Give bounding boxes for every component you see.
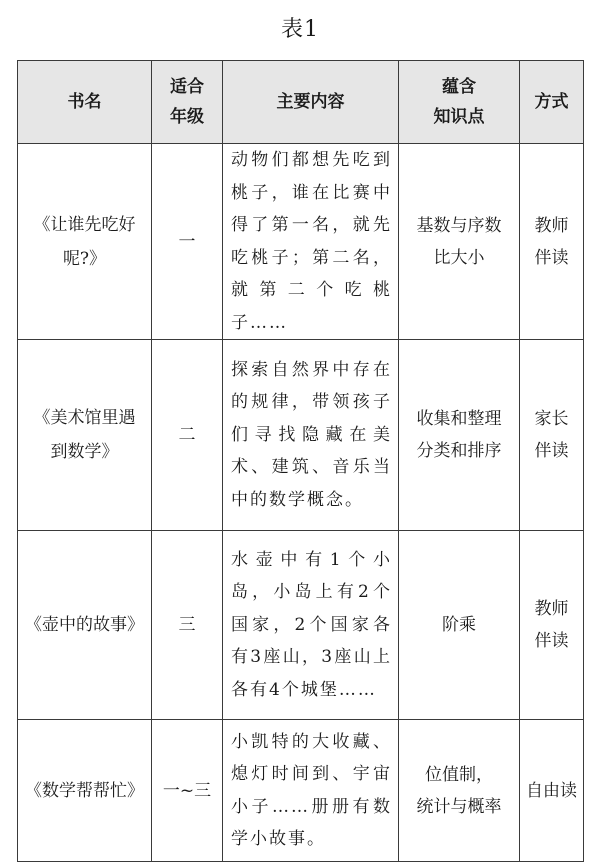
book-title-cell: [18, 720, 152, 862]
table-row: [18, 144, 584, 340]
method-line: 教师: [534, 599, 569, 619]
content-cell: 水壶中有1个小岛，小岛上有2个国家，2个国家各有3座山，3座山上各有4个城堡……: [223, 531, 399, 720]
book-title-line: 到数学》: [50, 442, 119, 462]
method-cell: [520, 720, 584, 862]
header-grade: [152, 61, 223, 144]
knowledge-line: 位值制，: [425, 764, 493, 785]
method-cell: [520, 144, 584, 340]
method-line: 伴读: [534, 441, 569, 461]
knowledge-line: 收集和整理: [416, 409, 502, 429]
grade-cell: 一~三: [152, 720, 223, 862]
book-title-cell: [18, 531, 152, 720]
header-knowledge: [399, 61, 520, 144]
book-title-line: 《壶中的故事》: [25, 615, 144, 635]
table-row: [18, 340, 584, 531]
method-line: 伴读: [534, 631, 569, 651]
header-grade-line: 年级: [170, 107, 204, 127]
knowledge-line: 统计与概率: [416, 796, 502, 817]
header-grade-line: 适合: [170, 77, 204, 97]
knowledge-cell: [399, 531, 520, 720]
table-row: [18, 720, 584, 862]
knowledge-line: 分类和排序: [416, 441, 502, 461]
knowledge-line: 基数与序数: [416, 215, 502, 236]
knowledge-line: 比大小: [433, 247, 485, 268]
method-line: 自由读: [526, 780, 577, 801]
book-table: [17, 60, 584, 862]
grade-cell: 二: [152, 340, 223, 531]
header-method: 方式: [520, 61, 584, 144]
book-title-cell: [18, 340, 152, 531]
book-title-cell: [18, 144, 152, 340]
header-knowledge-line: 知识点: [433, 107, 485, 127]
content-cell: 小凯特的大收藏、熄灯时间到、宇宙小子……册册有数学小故事。: [223, 720, 399, 862]
method-line: 家长: [534, 409, 569, 429]
book-title-line: 呢?》: [62, 248, 107, 269]
header-knowledge-line: 蕴含: [442, 77, 476, 97]
header-content: 主要内容: [223, 61, 399, 144]
header-book: 书名: [18, 61, 152, 144]
knowledge-cell: [399, 720, 520, 862]
header-row: [18, 61, 584, 144]
book-title-line: 《让谁先吃好: [33, 214, 136, 235]
book-title-line: 《数学帮帮忙》: [25, 780, 144, 801]
knowledge-line: 阶乘: [442, 615, 476, 635]
table-caption: 表1: [281, 17, 319, 42]
knowledge-cell: [399, 144, 520, 340]
method-cell: [520, 531, 584, 720]
content-cell: 动物们都想先吃到桃子，谁在比赛中得了第一名，就先吃桃子；第二名，就第二个吃桃子……: [223, 144, 399, 340]
method-cell: [520, 340, 584, 531]
content-cell: 探索自然界中存在的规律，带领孩子们寻找隐藏在美术、建筑、音乐当中的数学概念。: [223, 340, 399, 531]
table-row: [18, 531, 584, 720]
method-line: 伴读: [534, 247, 569, 268]
knowledge-cell: [399, 340, 520, 531]
grade-cell: 三: [152, 531, 223, 720]
method-line: 教师: [534, 215, 569, 236]
grade-cell: 一: [152, 144, 223, 340]
book-title-line: 《美术馆里遇: [33, 408, 136, 428]
